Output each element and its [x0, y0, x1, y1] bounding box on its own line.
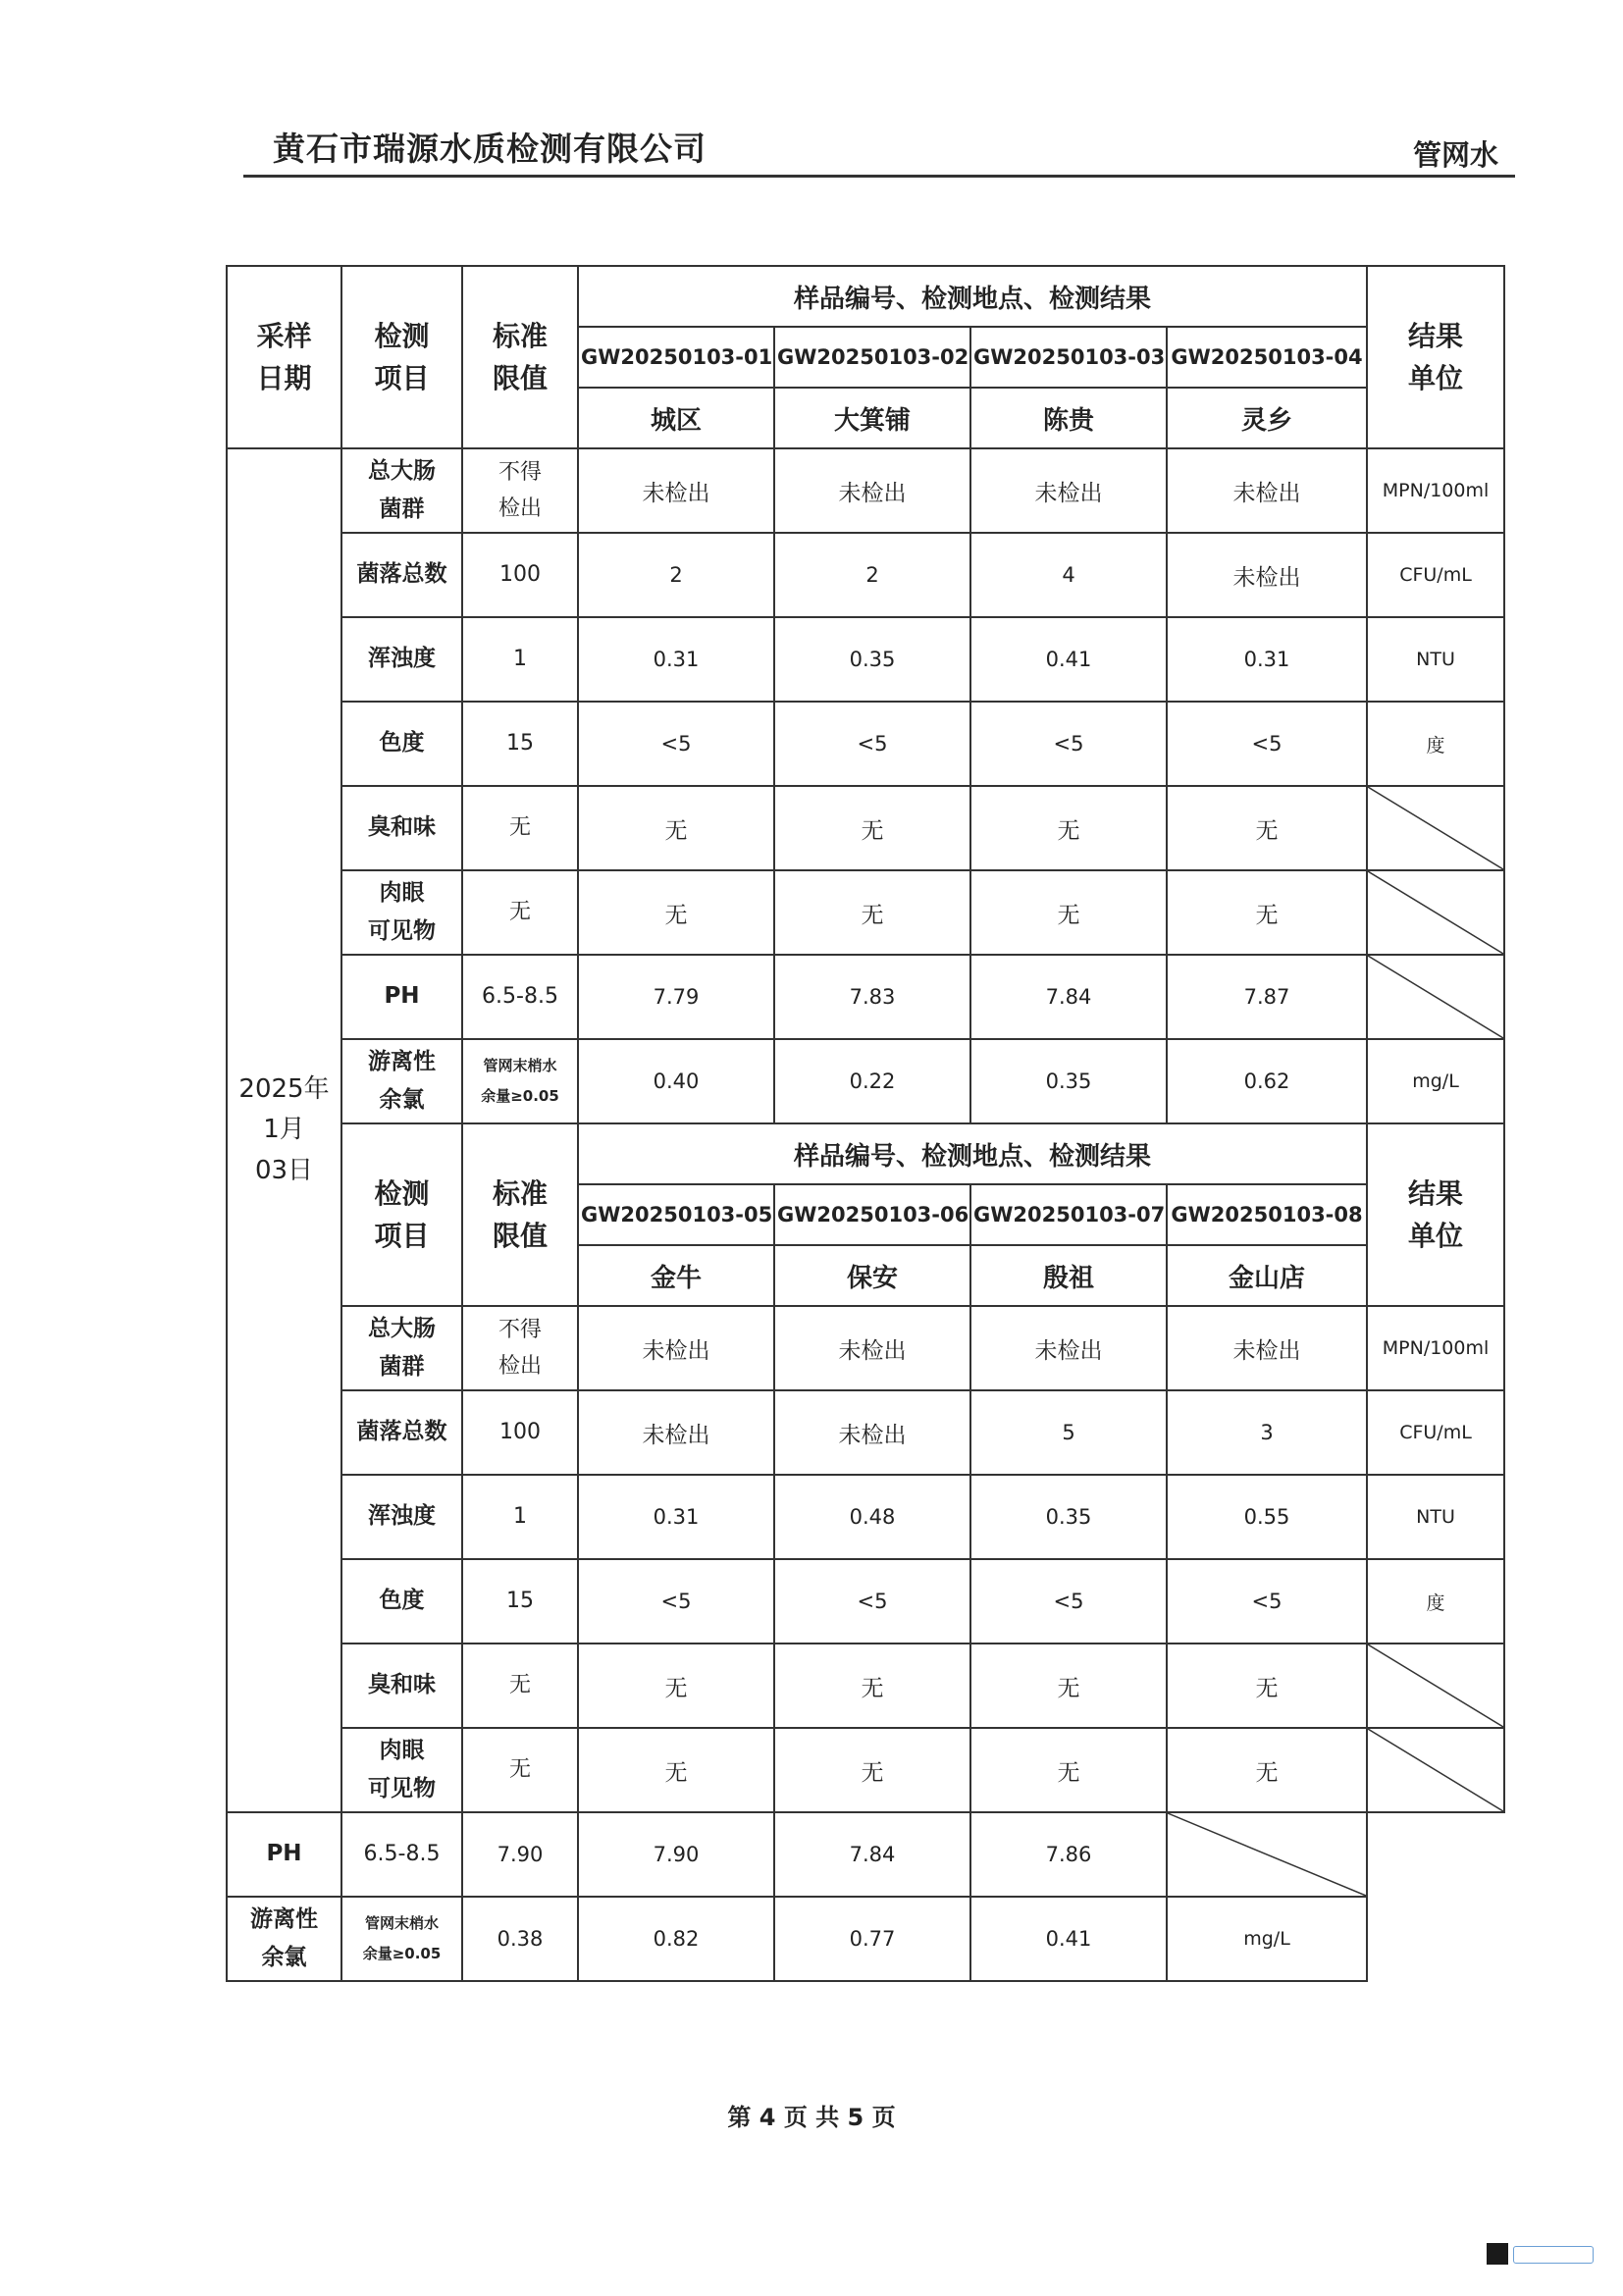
- cell-line: PH: [384, 983, 420, 1010]
- test-item: [341, 1728, 462, 1812]
- block-header-row: [227, 1123, 1504, 1184]
- cell-line: 无: [508, 1673, 531, 1698]
- result-value: 未检出: [774, 448, 970, 533]
- result-unit: 度: [1367, 702, 1504, 786]
- item-header: [341, 266, 462, 448]
- sample-location: 金山店: [1167, 1245, 1367, 1306]
- result-unit: mg/L: [1367, 1039, 1504, 1123]
- cell-line: 检测: [374, 1176, 430, 1210]
- cell-line: 无: [508, 900, 531, 925]
- result-value: 无: [1167, 1728, 1367, 1812]
- cell-line: 15: [506, 731, 534, 757]
- cell-line: 限值: [492, 1220, 548, 1252]
- result-unit-not-applicable: [1367, 1728, 1504, 1812]
- result-value: 0.35: [970, 1039, 1167, 1123]
- result-value: 0.48: [774, 1475, 970, 1559]
- test-item: [341, 786, 462, 870]
- result-value: 无: [774, 870, 970, 955]
- standard-limit: [462, 533, 578, 617]
- cell-line: 结果: [1408, 319, 1464, 352]
- result-value: 0.31: [578, 1475, 774, 1559]
- standard-limit: [341, 1812, 462, 1897]
- unit-header: [1367, 266, 1504, 448]
- cell-line: 项目: [374, 362, 430, 394]
- cell-line: 1月: [263, 1115, 305, 1145]
- block-header-row: [227, 266, 1504, 327]
- cell-line: 检出: [497, 1354, 542, 1379]
- cell-line: 色度: [379, 730, 425, 757]
- standard-header: [462, 1123, 578, 1306]
- result-value: <5: [578, 702, 774, 786]
- standard-limit: [462, 1728, 578, 1812]
- result-unit: MPN/100ml: [1367, 448, 1504, 533]
- cell-line: 菌落总数: [356, 561, 447, 588]
- result-value: 0.35: [774, 617, 970, 702]
- test-item: [341, 1039, 462, 1123]
- result-unit-not-applicable: [1367, 870, 1504, 955]
- result-value: 未检出: [578, 1390, 774, 1475]
- cell-line: 管网末梢水: [483, 1056, 557, 1074]
- unit-header: [1367, 1123, 1504, 1306]
- result-value: 未检出: [1167, 1306, 1367, 1390]
- result-unit-not-applicable: [1367, 786, 1504, 870]
- result-value: 未检出: [1167, 533, 1367, 617]
- result-value: 无: [578, 786, 774, 870]
- result-unit: MPN/100ml: [1367, 1306, 1504, 1390]
- standard-limit: [462, 702, 578, 786]
- sampling-date-header: [227, 266, 341, 448]
- test-item: [341, 1644, 462, 1728]
- cell-line: 检出: [497, 496, 542, 521]
- result-value: 0.31: [578, 617, 774, 702]
- result-row: [227, 786, 1504, 870]
- cell-line: 可见物: [368, 1776, 436, 1801]
- result-value: 7.83: [774, 955, 970, 1039]
- test-item: [341, 870, 462, 955]
- result-value: 未检出: [774, 1390, 970, 1475]
- sample-code: GW20250103-08: [1167, 1184, 1367, 1245]
- result-unit: CFU/mL: [1367, 533, 1504, 617]
- cell-line: 无: [508, 1757, 531, 1783]
- result-value: <5: [774, 1559, 970, 1644]
- result-value: <5: [1167, 702, 1367, 786]
- result-value: 未检出: [970, 448, 1167, 533]
- result-value: 4: [970, 533, 1167, 617]
- test-item: [341, 448, 462, 533]
- cell-line: 色度: [379, 1588, 425, 1614]
- not-applicable-slash-icon: [1368, 956, 1503, 1038]
- cell-line: 限值: [492, 362, 548, 394]
- test-item: [341, 702, 462, 786]
- cell-line: 余量≥0.05: [481, 1087, 559, 1105]
- result-row: [227, 1644, 1504, 1728]
- sample-code: GW20250103-01: [578, 327, 774, 388]
- standard-limit: [341, 1897, 462, 1981]
- result-row: [227, 1390, 1504, 1475]
- not-applicable-slash-icon: [1368, 1644, 1503, 1727]
- cell-line: 浑浊度: [368, 1503, 436, 1530]
- result-value: 0.62: [1167, 1039, 1367, 1123]
- cell-line: 无: [508, 815, 531, 841]
- cell-line: 肉眼: [379, 1737, 425, 1763]
- result-value: 7.87: [1167, 955, 1367, 1039]
- cell-line: 浑浊度: [368, 646, 436, 672]
- company-name: 黄石市瑞源水质检测有限公司: [273, 130, 707, 168]
- cell-line: 100: [499, 562, 541, 588]
- result-value: 无: [970, 786, 1167, 870]
- cell-line: 总大肠: [368, 457, 436, 484]
- cell-line: 采样: [256, 319, 312, 352]
- document-type: 管网水: [1413, 138, 1499, 172]
- result-value: 无: [1167, 870, 1367, 955]
- result-value: <5: [578, 1559, 774, 1644]
- test-item: [341, 955, 462, 1039]
- standard-limit: [462, 617, 578, 702]
- sample-group-header: 样品编号、检测地点、检测结果: [578, 266, 1367, 327]
- result-value: 7.84: [774, 1812, 970, 1897]
- cell-line: 余氯: [261, 1945, 307, 1970]
- sample-location: 大箕铺: [774, 388, 970, 448]
- sample-code: GW20250103-06: [774, 1184, 970, 1245]
- standard-limit: [462, 955, 578, 1039]
- cell-line: 1: [513, 647, 527, 672]
- result-value: <5: [774, 702, 970, 786]
- result-value: 3: [1167, 1390, 1367, 1475]
- page-number: 第 4 页 共 5 页: [727, 2104, 896, 2131]
- result-value: 无: [578, 1644, 774, 1728]
- cell-line: 结果: [1408, 1176, 1464, 1210]
- cell-line: 100: [499, 1420, 541, 1445]
- cell-line: 游离性: [368, 1048, 436, 1074]
- test-item: [341, 533, 462, 617]
- result-value: <5: [970, 702, 1167, 786]
- sample-location: 保安: [774, 1245, 970, 1306]
- result-unit-not-applicable: [1167, 1812, 1367, 1897]
- result-row: [227, 1728, 1504, 1812]
- result-row: [227, 1039, 1504, 1123]
- result-unit: NTU: [1367, 617, 1504, 702]
- item-header: [341, 1123, 462, 1306]
- not-applicable-slash-icon: [1368, 1729, 1503, 1811]
- sample-group-header: 样品编号、检测地点、检测结果: [578, 1123, 1367, 1184]
- result-value: 0.82: [578, 1897, 774, 1981]
- result-value: 0.55: [1167, 1475, 1367, 1559]
- result-value: 未检出: [970, 1306, 1167, 1390]
- test-item: [227, 1897, 341, 1981]
- cell-line: 不得: [497, 1317, 542, 1342]
- standard-limit: [462, 1644, 578, 1728]
- result-value: 无: [970, 1728, 1167, 1812]
- not-applicable-slash-icon: [1368, 787, 1503, 869]
- result-value: 2: [774, 533, 970, 617]
- cell-line: 余量≥0.05: [362, 1945, 442, 1962]
- result-value: 无: [774, 786, 970, 870]
- result-value: 未检出: [578, 1306, 774, 1390]
- result-row: [227, 702, 1504, 786]
- cell-line: 不得: [497, 459, 542, 485]
- cell-line: 菌群: [379, 1354, 425, 1380]
- result-value: 无: [1167, 1644, 1367, 1728]
- sample-location: 陈贵: [970, 388, 1167, 448]
- test-item: [341, 1390, 462, 1475]
- cell-line: 标准: [492, 319, 548, 352]
- sample-code: GW20250103-05: [578, 1184, 774, 1245]
- test-item: [341, 1475, 462, 1559]
- result-value: 2: [578, 533, 774, 617]
- cell-line: 03日: [254, 1155, 314, 1185]
- sample-code: GW20250103-07: [970, 1184, 1167, 1245]
- standard-limit: [462, 870, 578, 955]
- result-value: 0.31: [1167, 617, 1367, 702]
- not-applicable-slash-icon: [1368, 871, 1503, 954]
- result-row: [227, 1559, 1504, 1644]
- sample-location: 金牛: [578, 1245, 774, 1306]
- result-value: 7.90: [462, 1812, 578, 1897]
- result-value: 7.90: [578, 1812, 774, 1897]
- cell-line: 项目: [374, 1220, 430, 1252]
- result-value: 无: [970, 870, 1167, 955]
- cell-line: 6.5-8.5: [482, 984, 558, 1010]
- cell-line: 日期: [256, 362, 312, 394]
- sampling-date: [227, 448, 341, 1812]
- result-row: [227, 955, 1504, 1039]
- result-unit: 度: [1367, 1559, 1504, 1644]
- result-value: 未检出: [1167, 448, 1367, 533]
- cell-line: 6.5-8.5: [363, 1842, 441, 1867]
- cell-line: 余氯: [379, 1087, 425, 1113]
- result-value: 0.38: [462, 1897, 578, 1981]
- scanner-app-badge: [1513, 2246, 1594, 2264]
- result-row: [227, 617, 1504, 702]
- cell-line: 可见物: [368, 918, 436, 944]
- cell-line: 2025年: [238, 1073, 330, 1104]
- cell-line: 标准: [492, 1176, 548, 1210]
- result-value: 7.79: [578, 955, 774, 1039]
- result-value: 7.84: [970, 955, 1167, 1039]
- result-value: 0.35: [970, 1475, 1167, 1559]
- result-value: <5: [970, 1559, 1167, 1644]
- result-value: 0.41: [970, 1897, 1167, 1981]
- sample-location: 城区: [578, 388, 774, 448]
- cell-line: 检测: [374, 319, 430, 352]
- result-value: 无: [578, 870, 774, 955]
- cell-line: PH: [266, 1841, 302, 1867]
- sample-location: 灵乡: [1167, 388, 1367, 448]
- result-row: [227, 1812, 1504, 1897]
- standard-limit: [462, 1559, 578, 1644]
- cell-line: 总大肠: [368, 1315, 436, 1341]
- test-item: [341, 1306, 462, 1390]
- qr-code-icon: [1487, 2243, 1508, 2265]
- result-value: 5: [970, 1390, 1167, 1475]
- result-value: 0.22: [774, 1039, 970, 1123]
- cell-line: 臭和味: [368, 814, 436, 841]
- sample-code: GW20250103-04: [1167, 327, 1367, 388]
- result-row: [227, 533, 1504, 617]
- standard-limit: [462, 1306, 578, 1390]
- result-unit: CFU/mL: [1367, 1390, 1504, 1475]
- result-unit-not-applicable: [1367, 1644, 1504, 1728]
- cell-line: 1: [513, 1504, 527, 1530]
- result-value: <5: [1167, 1559, 1367, 1644]
- standard-header: [462, 266, 578, 448]
- cell-line: 单位: [1408, 362, 1464, 394]
- result-row: [227, 1306, 1504, 1390]
- result-value: 无: [578, 1728, 774, 1812]
- result-value: 无: [1167, 786, 1367, 870]
- result-value: 0.77: [774, 1897, 970, 1981]
- result-value: 无: [970, 1644, 1167, 1728]
- cell-line: 单位: [1408, 1220, 1464, 1252]
- result-value: 0.40: [578, 1039, 774, 1123]
- result-row: [227, 870, 1504, 955]
- result-row: [227, 1897, 1504, 1981]
- result-unit: mg/L: [1167, 1897, 1367, 1981]
- result-row: [227, 448, 1504, 533]
- standard-limit: [462, 448, 578, 533]
- result-value: 7.86: [970, 1812, 1167, 1897]
- test-item: [341, 617, 462, 702]
- result-value: 无: [774, 1728, 970, 1812]
- cell-line: 臭和味: [368, 1672, 436, 1698]
- result-value: 无: [774, 1644, 970, 1728]
- sample-code: GW20250103-02: [774, 327, 970, 388]
- result-value: 未检出: [774, 1306, 970, 1390]
- result-unit-not-applicable: [1367, 955, 1504, 1039]
- header-rule: [243, 175, 1515, 178]
- result-value: 0.41: [970, 617, 1167, 702]
- cell-line: 15: [506, 1589, 534, 1614]
- sample-location: 殷祖: [970, 1245, 1167, 1306]
- standard-limit: [462, 1039, 578, 1123]
- standard-limit: [462, 1475, 578, 1559]
- test-item: [227, 1812, 341, 1897]
- sample-code: GW20250103-03: [970, 327, 1167, 388]
- test-item: [341, 1559, 462, 1644]
- cell-line: 管网末梢水: [364, 1913, 439, 1932]
- result-value: 未检出: [578, 448, 774, 533]
- cell-line: 肉眼: [379, 879, 425, 906]
- cell-line: 菌群: [379, 496, 425, 522]
- not-applicable-slash-icon: [1168, 1813, 1366, 1896]
- result-unit: NTU: [1367, 1475, 1504, 1559]
- result-row: [227, 1475, 1504, 1559]
- cell-line: 游离性: [250, 1905, 318, 1932]
- standard-limit: [462, 786, 578, 870]
- cell-line: 菌落总数: [356, 1419, 447, 1445]
- standard-limit: [462, 1390, 578, 1475]
- test-results-table: [226, 265, 1505, 1982]
